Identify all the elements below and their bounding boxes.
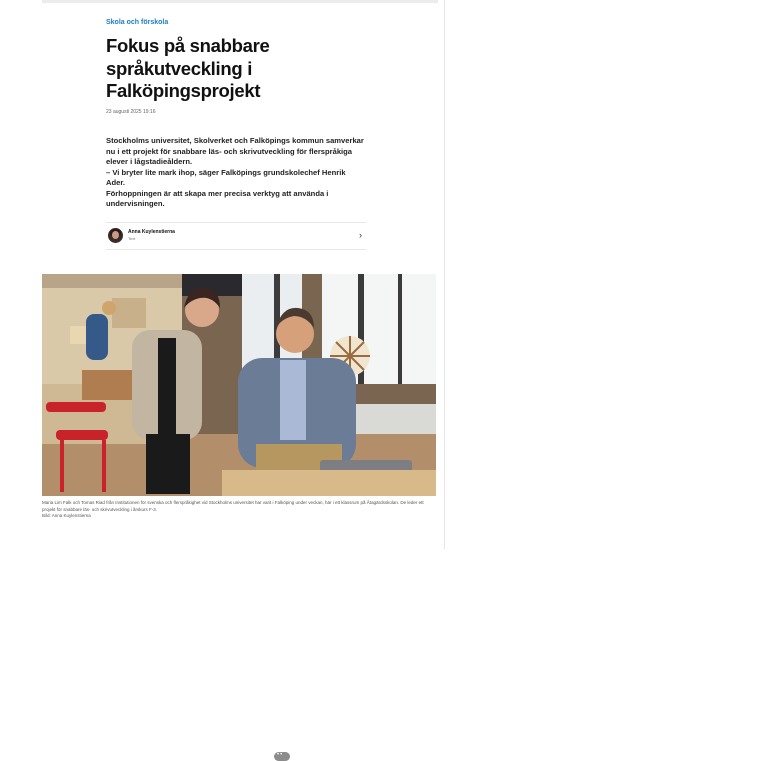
article-headline: Fokus på snabbare språkutveckling i Falköpingsprojekt <box>106 35 270 101</box>
author-role: Text <box>128 236 136 241</box>
lead-paragraph: Stockholms universitet, Skolverket och Falköpings kommun samverkar nu i ett projekt för snabbare läs- och skrivutveckling för flerspråkiga elever i lågstadieåldern. <box>106 136 364 166</box>
classroom-photo-illustration <box>42 274 436 496</box>
next-image-button[interactable] <box>451 650 467 666</box>
top-divider <box>42 0 438 3</box>
chevron-right-icon: › <box>456 652 459 662</box>
avatar <box>108 228 123 243</box>
caption-text: Maria Lim Falk och Tomas Riad från Institutionen för svenska och flerspråkighet vid Stockholms universitet har varit i Falköping under veckan, här i ett klassrum på Åtagärdsskolan. De leder ett projekt för snabbare läs- och skrivutveckling i årskurs F-3. <box>42 500 424 512</box>
gallery-dots-icon[interactable]: •• <box>274 752 290 761</box>
article-lead <box>106 136 364 210</box>
article-category[interactable]: Skola och förskola <box>106 19 169 26</box>
lead-paragraph: Förhoppningen är att skapa mer precisa verktyg att använda i undervisningen. <box>106 188 329 208</box>
author-name: Anna Kuylenstierna <box>128 229 175 235</box>
lead-quote: – Vi bryter lite mark ihop, säger Falköpings grundskolechef Henrik Ader. <box>106 167 346 187</box>
author-byline[interactable] <box>106 222 366 250</box>
photo-caption <box>42 500 438 520</box>
article-date: 23 augusti 2025 19:16 <box>106 109 156 115</box>
chevron-right-icon: › <box>359 230 362 240</box>
caption-credit: Bild: Anna Kuylenstierna <box>42 513 91 518</box>
column-divider <box>444 0 445 549</box>
